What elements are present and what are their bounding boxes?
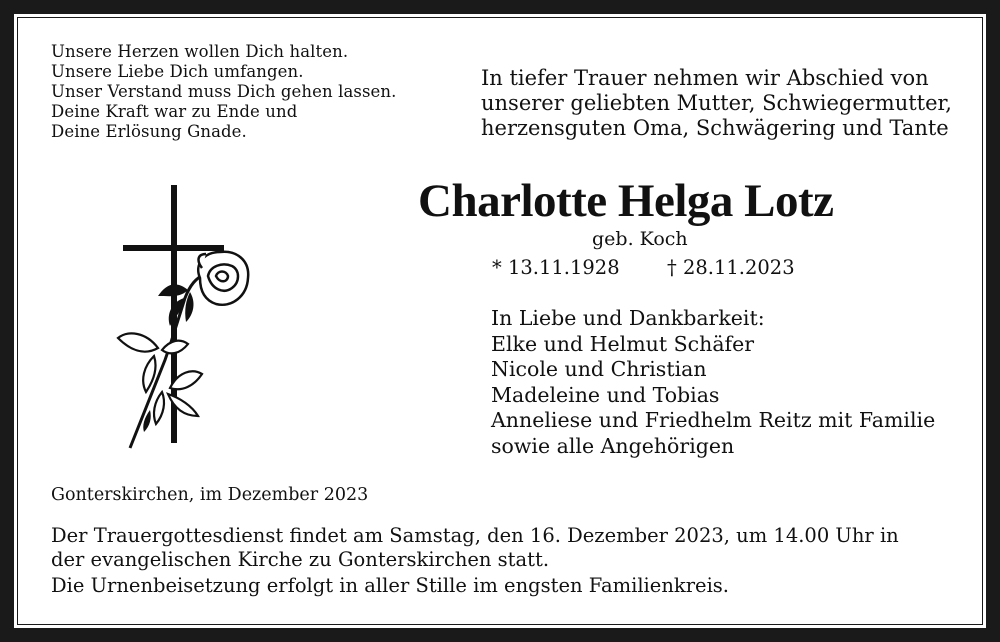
intro-line: unserer geliebten Mutter, Schwiegermutter,: [481, 91, 952, 115]
poem-line: Unsere Liebe Dich umfangen.: [51, 62, 304, 81]
mourner-name: Nicole und Christian: [491, 357, 707, 381]
birth-date: * 13.11.1928: [492, 256, 620, 279]
mourner-name: sowie alle Angehörigen: [491, 433, 735, 458]
service-line: der evangelischen Kirche zu Gonterskirchen statt.: [51, 548, 550, 571]
maiden-name: geb. Koch: [592, 228, 688, 250]
burial-line: Die Urnenbeisetzung erfolgt in aller Stille im engsten Familienkreis.: [51, 574, 730, 597]
intro-text: [481, 66, 952, 141]
cross-with-rose-icon: [110, 180, 260, 450]
mourner-name: Anneliese und Friedhelm Reitz mit Familie: [491, 408, 936, 432]
mourners-list: [491, 306, 935, 459]
poem: [51, 42, 396, 142]
service-line: Der Trauergottesdienst findet am Samstag, den 16. Dezember 2023, um 14.00 Uhr in: [51, 524, 899, 547]
poem-line: Deine Kraft war zu Ende und: [51, 102, 298, 121]
death-date: † 28.11.2023: [667, 256, 795, 279]
deceased-name: Charlotte Helga Lotz: [418, 175, 834, 227]
intro-line: herzensguten Oma, Schwägering und Tante: [481, 116, 949, 140]
poem-line: Deine Erlösung Gnade.: [51, 122, 247, 141]
poem-line: Unsere Herzen wollen Dich halten.: [51, 42, 349, 61]
mourner-name: Madeleine und Tobias: [491, 382, 720, 407]
service-info: [51, 524, 899, 598]
mourner-name: Elke und Helmut Schäfer: [491, 331, 755, 356]
poem-line: Unser Verstand muss Dich gehen lassen.: [51, 82, 397, 101]
place-and-date: Gonterskirchen, im Dezember 2023: [51, 485, 369, 505]
mourners-heading: In Liebe und Dankbarkeit:: [491, 306, 765, 330]
intro-line: In tiefer Trauer nehmen wir Abschied von: [481, 66, 929, 90]
